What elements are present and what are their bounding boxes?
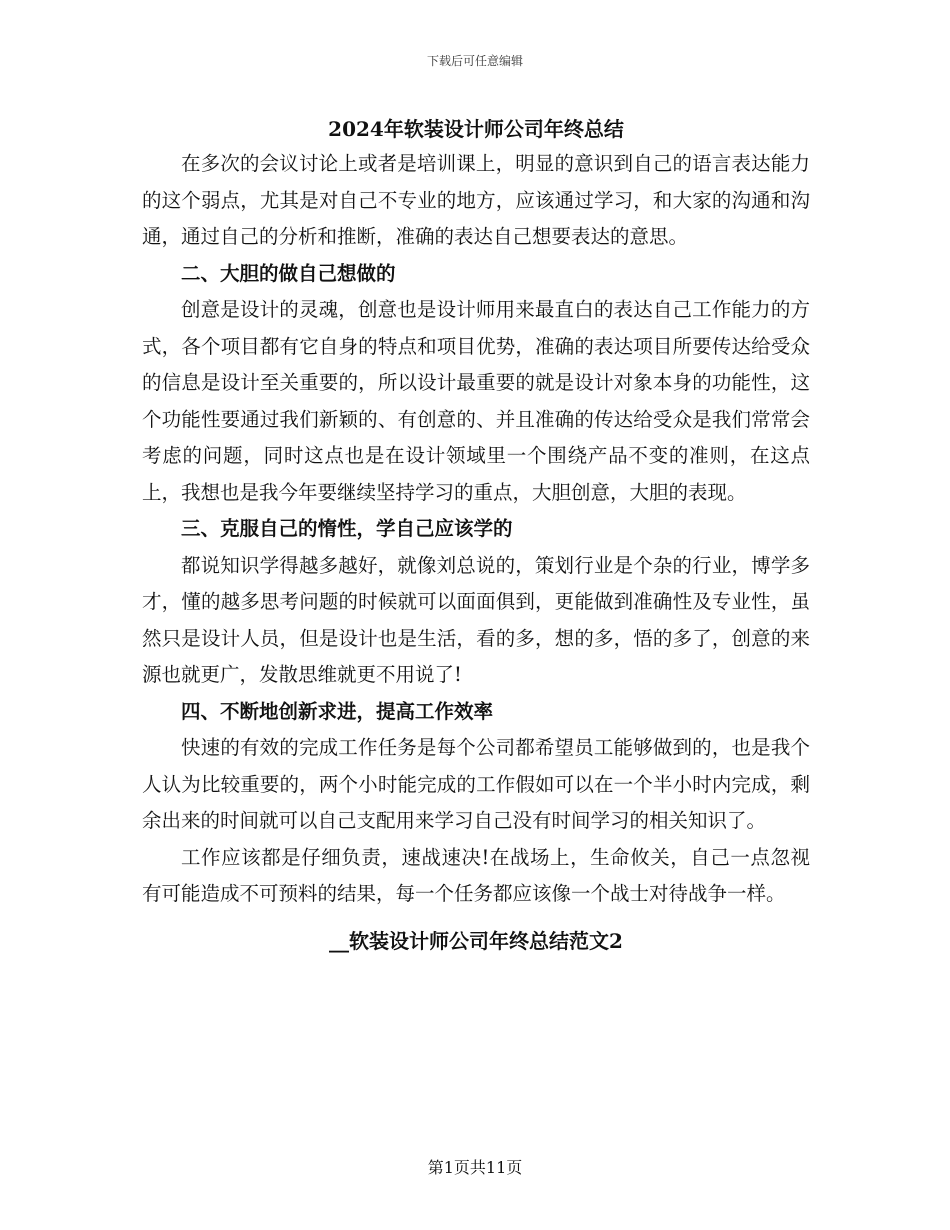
paragraph-4: 快速的有效的完成工作任务是每个公司都希望员工能够做到的，也是我个人认为比较重要的，两个小时能完成的工作假如可以在一个半小时内完成，剩余出来的时间就可以自己支配用来学习自己没有时间学习的相关知识了。 [142,736,810,832]
section-heading-2: 二、大胆的做自己想做的 [181,261,396,285]
page-indicator: 第1页共11页 [427,1158,523,1177]
header-note: 下载后可任意编辑 [426,54,523,68]
paragraph-1: 在多次的会议讨论上或者是培训课上，明显的意识到自己的语言表达能力的这个弱点，尤其是对自己不专业的地方，应该通过学习，和大家的沟通和沟通，通过自己的分析和推断，准确的表达自己想要表达的意思。 [142,152,810,248]
section-heading-4: 四、不断地创新求进，提高工作效率 [181,699,494,723]
document-body [142,112,810,959]
paragraph-5: 工作应该都是仔细负责，速战速决!在战场上，生命攸关，自己一点忽视有可能造成不可预料的结果，每一个任务都应该像一个战士对待战争一样。 [142,845,810,905]
document-title: 2024年软装设计师公司年终总结 [328,117,624,141]
paragraph-2: 创意是设计的灵魂，创意也是设计师用来最直白的表达自己工作能力的方式，各个项目都有它自身的特点和项目优势，准确的表达项目所要传达给受众的信息是设计至关重要的，所以设计最重要的就是设计对象本身的功能性，这个功能性要通过我们新颖的、有创意的、并且准确的传达给受众是我们常常会考虑的问题，同时这点也是在设计领域里一个围绕产品不变的准则，在这点上，我想也是我今年要继续坚持学习的重点，大胆创意，大胆的表现。 [142,298,810,504]
section-heading-3: 三、克服自己的惰性，学自己应该学的 [181,517,513,540]
paragraph-3: 都说知识学得越多越好，就像刘总说的，策划行业是个杂的行业，博学多才，懂的越多思考问题的时候就可以面面俱到，更能做到准确性及专业性，虽然只是设计人员，但是设计也是生活，看的多，想的多，悟的多了，创意的来源也就更广，发散思维就更不用说了! [142,553,810,686]
document-subtitle: __软装设计师公司年终总结范文2 [329,928,623,953]
